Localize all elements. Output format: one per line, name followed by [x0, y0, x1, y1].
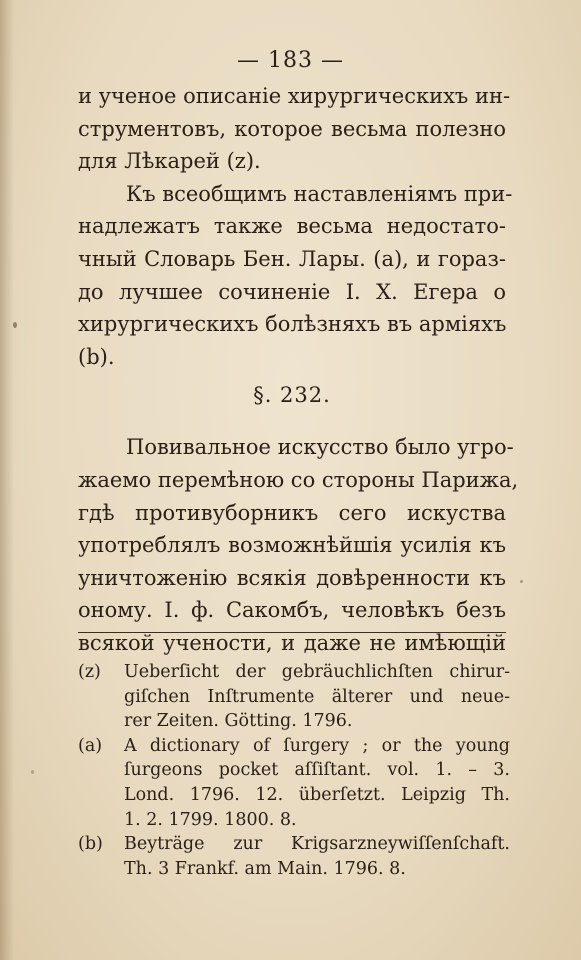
text-line: надлежатъ также весьма недостато-: [78, 214, 506, 239]
paper-speck: [31, 770, 34, 774]
footnote-line: ſurgeons pocket aſſiſtant. vol. 1. – 3.: [124, 760, 510, 781]
footnote-mark: (z): [78, 662, 101, 682]
text-line: хирургическихъ болѣзняхъ въ арміяхъ: [78, 312, 507, 337]
footnote-z: [78, 660, 510, 734]
footnote-line: Th. 3 Frankf. am Main. 1796. 8.: [124, 858, 406, 879]
section-heading: §. 232.: [253, 383, 331, 408]
footnote-line: Beyträge zur Krigsarzneywiſſenſchaft.: [124, 834, 510, 855]
footnotes: [78, 660, 510, 881]
paper-speck: [520, 580, 523, 583]
text-line: гдѣ противуборникъ сего искуства: [78, 500, 506, 525]
text-line: до лучшее сочиненіе І. Х. Егера о: [78, 279, 506, 304]
footnote-b: [78, 832, 510, 881]
footnote-mark: (a): [78, 735, 103, 756]
text-line: жаемо перемѣною со стороны Парижа,: [78, 467, 519, 492]
footnote-line: giſchen Inſtrumente älterer und neue-: [124, 686, 510, 707]
text-line: употреблялъ возможнѣйшія усилія къ: [78, 533, 506, 558]
text-line: струментовъ, которое весьма полезно: [78, 116, 506, 141]
paragraph-gap: [78, 417, 506, 431]
paper-speck: [13, 322, 17, 328]
text-line: всякой учености, и даже не имѣющій: [78, 630, 506, 655]
text-line: чный Словарь Бен. Лары. (а), и гораз-: [78, 246, 506, 271]
page-edge-shadow: [0, 0, 14, 960]
text-line: Повивальное искусство было угро-: [126, 435, 514, 460]
footnote-line: Lond. 1796. 12. überſetzt. Leipzig Th.: [124, 784, 510, 805]
footnote-line: rer Zeiten. Götting. 1796.: [124, 711, 353, 732]
text-line: для Лѣкарей (z).: [78, 149, 261, 174]
footnote-line: Ueberſicht der gebräuchlichſten chirur-: [124, 662, 510, 682]
footnote-line: 1. 2. 1799. 1800. 8.: [124, 809, 297, 830]
text-line: уничтоженію всякія довѣренности къ: [78, 565, 506, 590]
footnote-mark: (b): [78, 834, 103, 855]
footnote-line: A dictionary of ſurgery ; or the young: [124, 735, 510, 756]
text-line: Къ всеобщимъ наставленіямъ при-: [126, 181, 513, 206]
text-line: оному. І. ф. Сакомбъ, человѣкъ безъ: [78, 598, 506, 623]
text-line: и ученое описаніе хирургическихъ ин-: [78, 84, 511, 108]
page-number: — 183 —: [237, 48, 344, 73]
main-text: [78, 80, 519, 660]
text-line: (b).: [78, 344, 115, 369]
footnote-a: [78, 734, 510, 832]
footnote-divider: [78, 632, 506, 633]
